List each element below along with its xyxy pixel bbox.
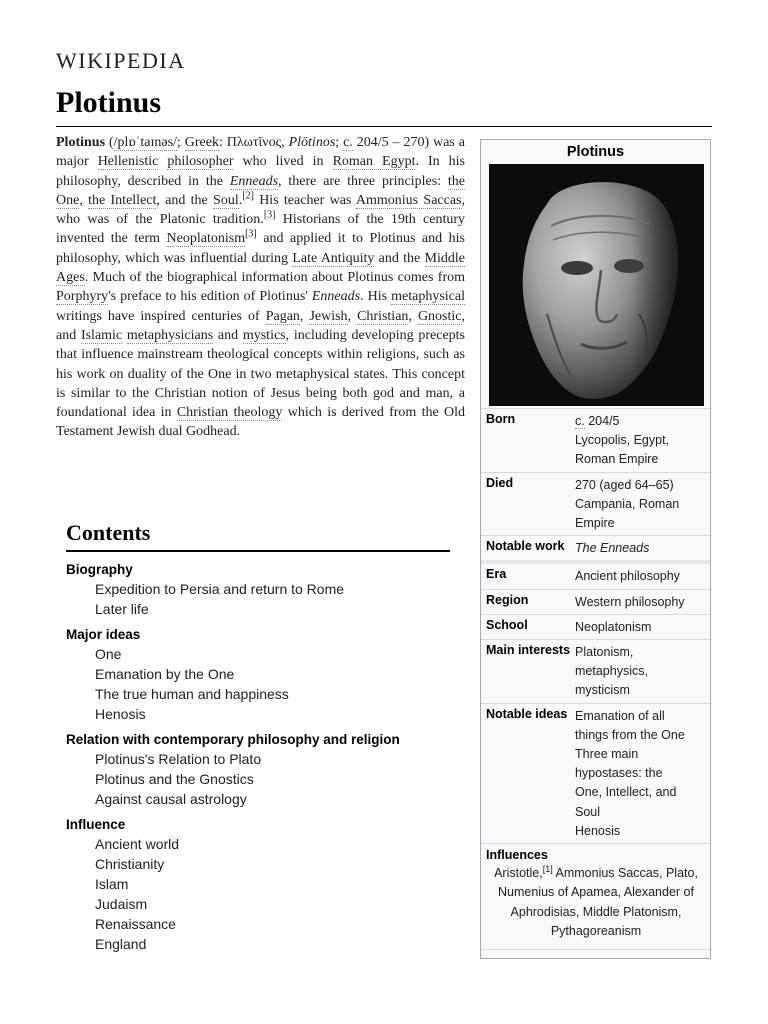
link-christian[interactable]: Christian — [357, 308, 409, 324]
bust-illustration — [489, 164, 704, 406]
footnote-3[interactable]: [3] — [263, 209, 276, 221]
link-pagan[interactable]: Pagan — [265, 308, 300, 324]
lead-subject: Plotinus — [56, 135, 106, 150]
toc-item[interactable]: England — [95, 936, 147, 952]
link-jewish[interactable]: Jewish — [309, 308, 348, 324]
toc-item[interactable]: Ancient world — [95, 836, 180, 852]
toc-item[interactable]: Renaissance — [95, 916, 176, 932]
toc-link-influence[interactable]: Influence — [66, 817, 126, 832]
link-enneads[interactable]: Enneads — [229, 173, 279, 189]
footnote-2[interactable]: [2] — [242, 190, 254, 202]
toc-item[interactable]: Islam — [95, 876, 129, 892]
portrait-image[interactable] — [489, 164, 704, 406]
toc-section — [66, 625, 450, 724]
infobox-row-era: Era Ancient philosophy — [481, 560, 710, 588]
page-title: Plotinus — [56, 86, 162, 119]
infobox-influences: Influences Aristotle,[1] Ammonius Saccas, Plato, Numenius of Apamea, Alexander of Aphrodisias, Middle Platonism, Pythagoreanism — [481, 843, 710, 943]
toc-item[interactable]: Expedition to Persia and return to Rome — [95, 581, 345, 597]
toc-link-biography[interactable]: Biography — [66, 562, 133, 577]
link-christian-theology[interactable]: Christian theology — [176, 405, 283, 421]
toc-list — [66, 560, 450, 954]
infobox-row-died: Died 270 (aged 64–65) Campania, Roman Empire — [481, 472, 710, 536]
infobox-row-notable-work: Notable work The Enneads — [481, 535, 710, 560]
toc-section — [66, 730, 450, 809]
infobox-divider — [481, 949, 710, 956]
toc-item[interactable]: Christianity — [95, 856, 165, 872]
link-middle-ages[interactable]: Middle Ages — [56, 250, 465, 286]
title-divider — [56, 126, 712, 127]
link-porphyry[interactable]: Porphyry — [56, 289, 109, 305]
link-late-antiquity[interactable]: Late Antiquity — [292, 250, 375, 266]
toc-section — [66, 560, 450, 619]
footnote-3b[interactable]: [3] — [245, 228, 257, 240]
toc-item[interactable]: One — [95, 646, 122, 662]
infobox-row-born: Born c. 204/5 Lycopolis, Egypt, Roman Empire — [481, 408, 710, 472]
link-metaphysicians[interactable]: metaphysicians — [126, 327, 214, 343]
link-the-one[interactable]: the One — [56, 173, 466, 208]
wikipedia-wordmark[interactable]: WIKIPEDIA — [56, 48, 186, 73]
footnote-1[interactable]: [1] — [542, 863, 553, 874]
table-of-contents — [66, 520, 450, 954]
contents-heading: Contents — [66, 520, 450, 552]
link-circa[interactable]: c. — [343, 135, 353, 150]
toc-item[interactable]: The true human and happiness — [95, 686, 289, 702]
link-ammonius-saccas[interactable]: Ammonius Saccas — [355, 192, 462, 208]
lead-paragraph: Plotinus (/plɒˈtaɪnəs/; Greek: Πλωτῖνος, Plōtinos; c. 204/5 – 270) was a major Hellenistic philosopher who lived in Roman Egypt. In his philosophy, described in the Enneads, there are three principles: the One, the Intellect, and the Soul.[2] His teacher was Ammonius Saccas, who was of the Platonic tradition.[3] Historians of the 19th century invented the term Neoplatonism[3] and applied it to Plotinus and his philosophy, which was influential during Late Antiquity and the Middle Ages. Much of the biographical information about Plotinus comes from Porphyry's preface to his edition of Plotinus' Enneads. His metaphysical writings have inspired centuries of Pagan, Jewish, Christian, Gnostic, and Islamic metaphysicians and mystics, including developing precepts that influence mainstream theological concepts within religions, such as his work on duality of the One in two metaphysical states. This concept is similar to the Christian notion of Jesus being both god and man, a foundational idea in Christian theology which is derived from the Old Testament Jewish dual Godhead. — [56, 135, 466, 440]
link-islamic[interactable]: Islamic — [80, 327, 123, 343]
infobox-row-school: School Neoplatonism — [481, 614, 710, 639]
toc-item[interactable]: Judaism — [95, 896, 148, 912]
toc-link-relation[interactable]: Relation with contemporary philosophy and religion — [66, 732, 400, 747]
infobox — [480, 139, 711, 959]
link-neoplatonism[interactable]: Neoplatonism — [166, 231, 246, 247]
toc-item[interactable]: Against causal astrology — [95, 791, 247, 807]
toc-item[interactable]: Later life — [95, 601, 149, 617]
link-metaphysical[interactable]: metaphysical — [391, 289, 465, 305]
link-gnostic[interactable]: Gnostic — [417, 308, 462, 324]
toc-item[interactable]: Plotinus's Relation to Plato — [95, 751, 262, 767]
link-the-intellect[interactable]: the Intellect — [88, 192, 157, 208]
infobox-rows — [481, 408, 710, 956]
link-roman-egypt[interactable]: Roman Egypt — [332, 154, 416, 170]
infobox-caption: Plotinus — [566, 144, 625, 160]
link-philosopher[interactable]: philosopher — [167, 154, 234, 170]
toc-section — [66, 815, 450, 954]
infobox-row-main-interests: Main interests Platonism, metaphysics, mysticism — [481, 639, 710, 703]
toc-link-major-ideas[interactable]: Major ideas — [66, 627, 141, 642]
infobox-row-notable-ideas: Notable ideas Emanation of all things from the One Three main hypostases: the One, Intellect, and Soul Henosis — [481, 703, 710, 843]
link-soul[interactable]: Soul — [213, 192, 239, 208]
toc-item[interactable]: Henosis — [95, 706, 146, 722]
pronunciation-link[interactable]: /plɒˈtaɪnəs/ — [113, 135, 177, 150]
toc-item[interactable]: Plotinus and the Gnostics — [95, 771, 254, 787]
link-mystics[interactable]: mystics — [242, 327, 286, 343]
toc-item[interactable]: Emanation by the One — [95, 666, 235, 682]
link-hellenistic[interactable]: Hellenistic — [97, 154, 159, 170]
link-circa-born[interactable]: c. — [575, 414, 585, 428]
infobox-row-region: Region Western philosophy — [481, 589, 710, 614]
link-greek[interactable]: Greek — [184, 135, 219, 150]
